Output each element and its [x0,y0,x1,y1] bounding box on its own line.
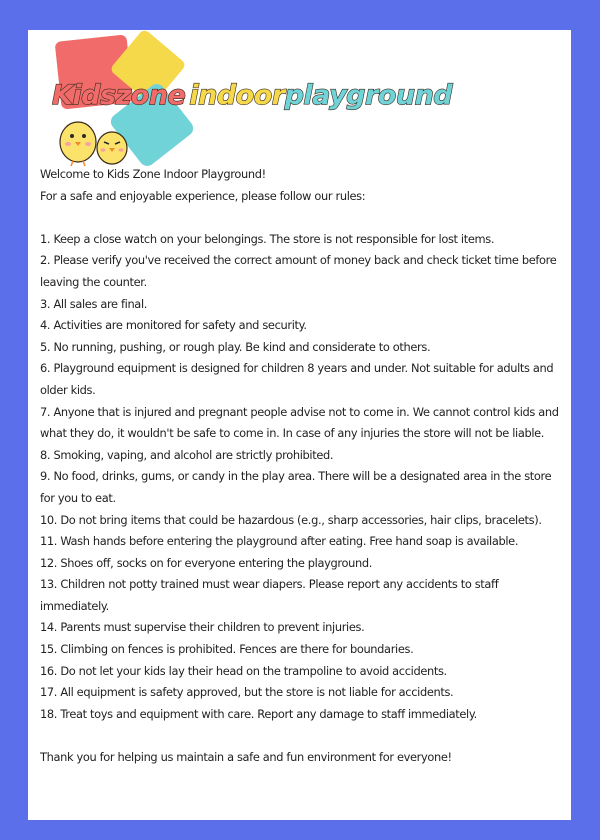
rules-content [40,164,560,769]
rule-item: 12. Shoes off, socks on for everyone entering the playground. [40,555,372,570]
rule-item: 5. No running, pushing, or rough play. Be kind and considerate to others. [40,339,431,354]
chick-icon [97,132,127,164]
rule-item: 17. All equipment is safety approved, but the store is not liable for accidents. [40,685,454,700]
logo-word-kidszone: Kidszone [52,80,186,111]
logo-word-playground: playground [284,80,453,111]
welcome-line: Welcome to Kids Zone Indoor Playground! [40,167,266,181]
kidszone-logo [28,30,571,170]
chick-icon [60,122,96,166]
logo-wordmark [52,80,452,111]
closing-line: Thank you for helping us maintain a safe and fun environment for everyone! [40,750,452,765]
rule-item: 7. Anyone that is injured and pregnant people advise not to come in. We cannot control kids and what they do, it wouldn't be safe to come in. In case of any injuries the store will not be liable. [40,404,559,441]
spacer [40,207,560,229]
rule-item: 6. Playground equipment is designed for children 8 years and under. Not suitable for adults and older kids. [40,361,554,397]
rule-item: 18. Treat toys and equipment with care. Report any damage to staff immediately. [40,706,477,721]
rule-item: 16. Do not let your kids lay their head on the trampoline to avoid accidents. [40,663,447,678]
instruction-line: For a safe and enjoyable experience, please follow our rules: [40,188,366,203]
rule-item: 1. Keep a close watch on your belongings. The store is not responsible for lost items. [40,231,495,246]
logo-word-indoor: indoor [189,80,285,111]
spacer [40,725,560,747]
rule-item: 11. Wash hands before entering the playground after eating. Free hand soap is available. [40,534,519,549]
rule-item: 14. Parents must supervise their children to prevent injuries. [40,620,365,635]
rule-item: 3. All sales are final. [40,296,148,311]
rule-item: 13. Children not potty trained must wear diapers. Please report any accidents to staff immediately. [40,577,499,613]
rule-item: 10. Do not bring items that could be hazardous (e.g., sharp accessories, hair clips, bracelets). [40,512,542,527]
rules-list [40,229,560,726]
rule-item: 9. No food, drinks, gums, or candy in the play area. There will be a designated area in the store for you to eat. [40,469,552,505]
rule-item: 8. Smoking, vaping, and alcohol are strictly prohibited. [40,447,334,462]
rules-sheet [28,30,571,820]
rule-item: 2. Please verify you've received the correct amount of money back and check ticket time before leaving the counter. [40,253,557,289]
rule-item: 4. Activities are monitored for safety and security. [40,318,307,333]
rule-item: 15. Climbing on fences is prohibited. Fences are there for boundaries. [40,642,414,657]
